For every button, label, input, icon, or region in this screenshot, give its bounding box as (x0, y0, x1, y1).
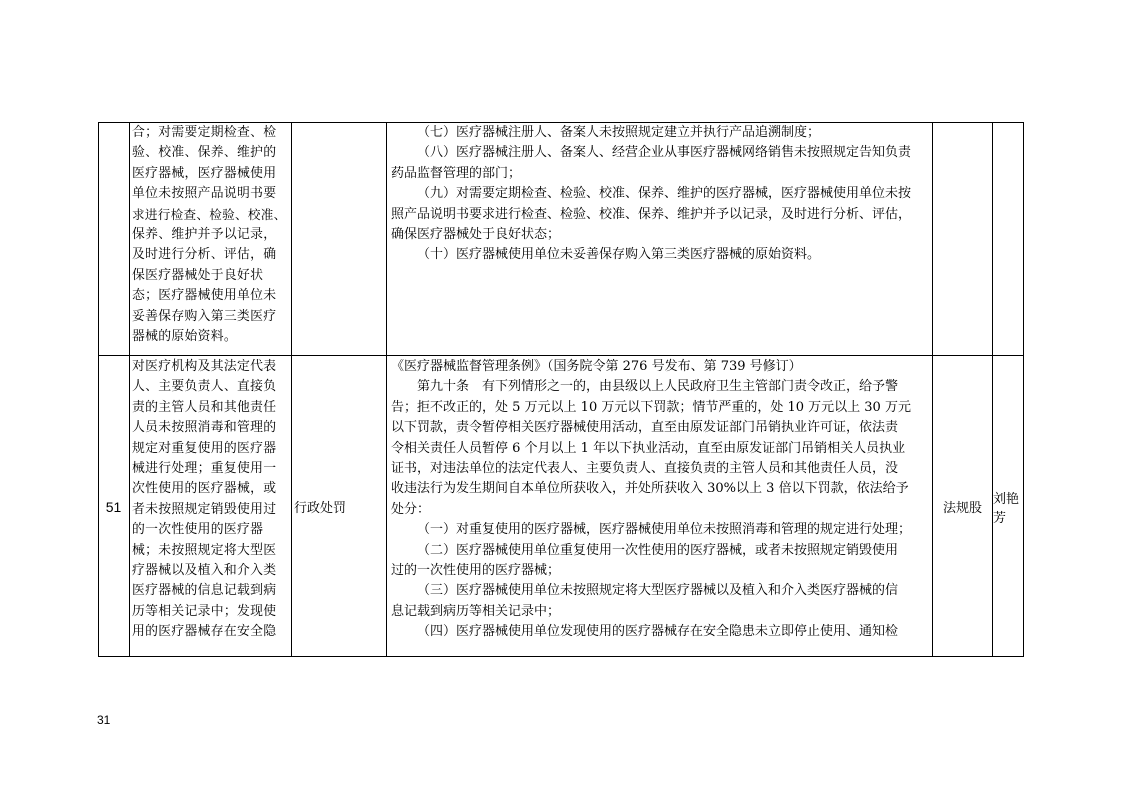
legal-basis-cell (387, 356, 933, 657)
legal-basis-line: 第九十条 有下列情形之一的，由县级以上人民政府卫生主管部门责令改正，给予警 (417, 379, 899, 395)
legal-basis-line: （四）医疗器械使用单位发现使用的医疗器械存在安全隐患未立即停止使用、通知检 (417, 624, 899, 640)
responsible-person-cell (993, 356, 1024, 657)
legal-basis-line: 处分： (391, 501, 431, 517)
responsible-person: 刘艳芳 (993, 491, 1020, 526)
violation-line: 历等相关记录中；发现使 (132, 603, 277, 619)
legal-basis-line: 收违法行为发生期间自本单位所获收入，并处所获收入 30%以上 3 倍以下罚款，依法给予 (391, 481, 909, 497)
violation-line: 器械的原始资料。 (132, 329, 238, 345)
legal-basis-line: 告；拒不改正的，处 5 万元以上 10 万元以下罚款；情节严重的，处 10 万元以上 30 万元 (391, 399, 911, 415)
action-type-cell (292, 122, 387, 356)
violation-text (130, 356, 291, 643)
violation-line: 保养、维护并予以记录， (132, 227, 277, 243)
legal-basis-text (387, 122, 932, 266)
legal-basis-line: 过的一次性使用的医疗器械； (391, 563, 561, 579)
violation-line: 责的主管人员和其他责任 (132, 399, 277, 415)
violation-line: 合；对需要定期检查、检 (132, 125, 277, 140)
row-number-cell (98, 356, 130, 657)
legal-basis-line: （八）医疗器械注册人、备案人、经营企业从事医疗器械网络销售未按照规定告知负责 (417, 145, 912, 161)
legal-basis-line: 证书，对违法单位的法定代表人、主要负责人、直接负责的主管人员和其他责任人员，没 (391, 461, 899, 477)
legal-basis-line: 药品监督管理的部门； (391, 165, 522, 181)
department-cell (933, 356, 993, 657)
legal-basis-cell (387, 122, 933, 356)
violation-line: 次性使用的医疗器械，或 (132, 481, 277, 497)
legal-basis-line: 以下罚款，责令暂停相关医疗器械使用活动，直至由原发证部门吊销执业许可证，依法责 (391, 420, 899, 436)
violation-line: 用的医疗器械存在安全隐 (132, 624, 277, 640)
violation-line: 人员未按照消毒和管理的 (132, 420, 277, 436)
action-type: 行政处罚 (294, 501, 347, 516)
violation-line: 人、主要负责人、直接负 (132, 379, 277, 395)
legal-basis-line: （一）对重复使用的医疗器械，医疗器械使用单位未按照消毒和管理的规定进行处理； (417, 522, 912, 538)
regulation-table (98, 122, 1024, 657)
row-number-cell (98, 122, 130, 356)
violation-line: 验、校准、保养、维护的 (132, 145, 277, 161)
legal-basis-line: 息记载到病历等相关记录中； (391, 603, 561, 619)
violation-line: 对医疗机构及其法定代表 (132, 359, 277, 374)
violation-line: 态；医疗器械使用单位未 (132, 288, 277, 304)
violation-text (130, 122, 291, 347)
violation-line: 械进行处理；重复使用一 (132, 461, 277, 477)
responsible-person-cell (993, 122, 1024, 356)
action-type-cell (292, 356, 387, 657)
violation-line: 规定对重复使用的医疗器 (132, 440, 277, 456)
legal-basis-line: （九）对需要定期检查、检验、校准、保养、维护的医疗器械，医疗器械使用单位未按 (417, 186, 912, 202)
legal-basis-line: 确保医疗器械处于良好状态； (391, 227, 561, 243)
department: 法规股 (942, 501, 982, 516)
violation-cell (130, 122, 292, 356)
violation-line: 单位未按照产品说明书要 (132, 186, 277, 202)
violation-line: 医疗器械，医疗器械使用 (132, 165, 277, 181)
violation-line: 疗器械以及植入和介入类 (132, 563, 277, 579)
table-row (98, 122, 1024, 356)
legal-basis-text (387, 356, 932, 643)
table-row (98, 356, 1024, 657)
violation-cell (130, 356, 292, 657)
department-cell (933, 122, 993, 356)
violation-line: 械；未按照规定将大型医 (132, 542, 277, 558)
legal-basis-line: （三）医疗器械使用单位未按照规定将大型医疗器械以及植入和介入类医疗器械的信 (417, 583, 899, 599)
legal-basis-line: 《医疗器械监督管理条例》（国务院令第 276 号发布、第 739 号修订） (391, 359, 802, 374)
violation-line: 者未按照规定销毁使用过 (132, 501, 277, 517)
legal-basis-line: 令相关责任人员暂停 6 个月以上 1 年以下执业活动，直至由原发证部门吊销相关人员执业 (391, 440, 906, 456)
violation-line: 医疗器械的信息记载到病 (132, 583, 277, 599)
legal-basis-line: （二）医疗器械使用单位重复使用一次性使用的医疗器械，或者未按照规定销毁使用 (417, 542, 899, 558)
violation-line: 求进行检查、检验、校准、 (132, 206, 287, 222)
violation-line: 妥善保存购入第三类医疗 (132, 308, 277, 324)
violation-line: 保医疗器械处于良好状 (132, 267, 264, 283)
legal-basis-line: （七）医疗器械注册人、备案人未按照规定建立并执行产品追溯制度； (417, 125, 821, 140)
legal-basis-line: 照产品说明书要求进行检查、检验、校准、保养、维护并予以记录，及时进行分析、评估， (391, 206, 912, 222)
violation-line: 的一次性使用的医疗器 (132, 522, 264, 538)
row-number: 51 (105, 498, 122, 515)
violation-line: 及时进行分析、评估，确 (132, 247, 277, 263)
page-number: 31 (97, 713, 111, 727)
legal-basis-line: （十）医疗器械使用单位未妥善保存购入第三类医疗器械的原始资料。 (417, 247, 821, 263)
